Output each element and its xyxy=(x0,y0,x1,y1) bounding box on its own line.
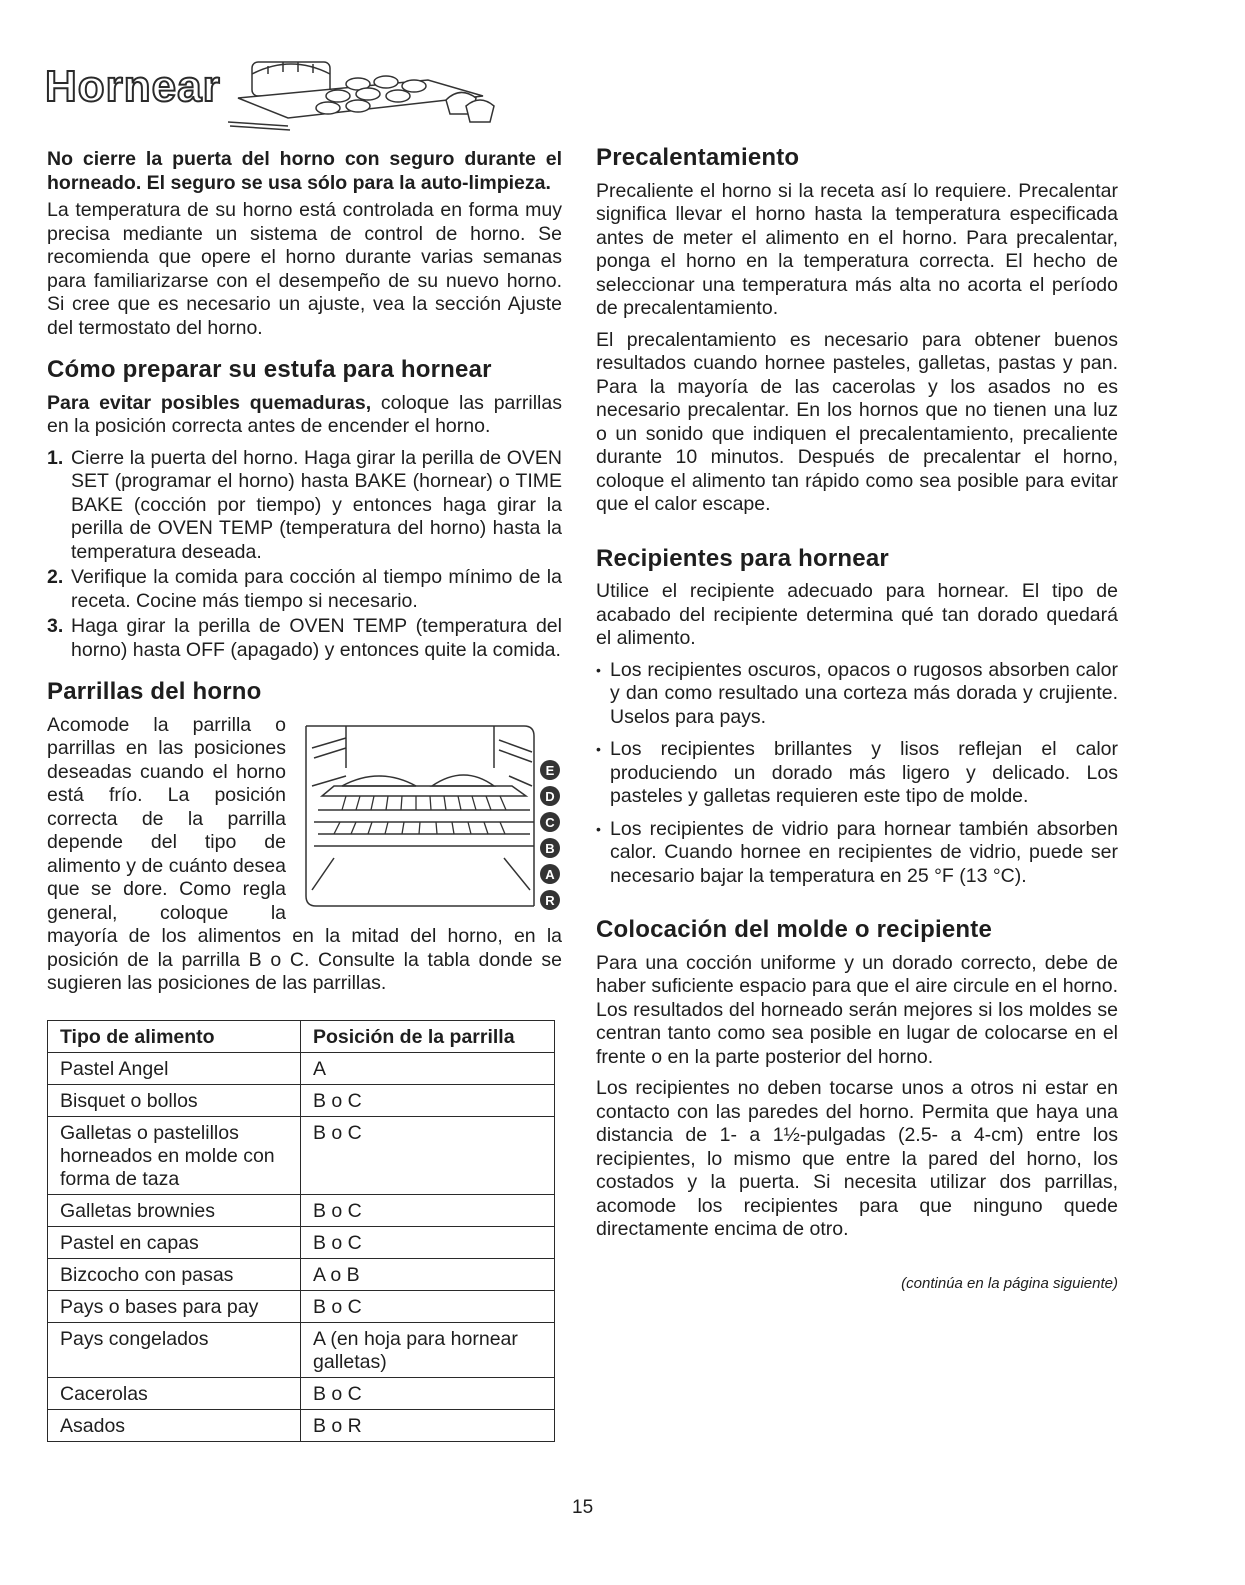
rack-position-cell: B o C xyxy=(301,1084,555,1116)
step-item xyxy=(47,447,562,565)
rack-label-e: E xyxy=(545,762,555,778)
rack-position-cell: B o C xyxy=(301,1116,555,1194)
pans-bullet-list xyxy=(596,659,1118,889)
bullet-text: Los recipientes brillantes y lisos reflejan el calor produciendo un dorado más ligero y delicado. Los pasteles y galletas requieren este tipo de molde. xyxy=(610,738,1118,807)
page-number: 15 xyxy=(572,1497,594,1518)
table-header-row xyxy=(48,1020,555,1052)
oven-rack-diagram xyxy=(294,718,562,914)
bullet-text: Los recipientes oscuros, opacos o rugosos absorben calor y dan como resultado una corteza más dorada y crujiente. Uselos para pays. xyxy=(610,658,1118,728)
rack-label-r: R xyxy=(545,892,555,908)
column-header-rack-position: Posición de la parrilla xyxy=(301,1020,555,1052)
table-row xyxy=(48,1084,555,1116)
bullet-text: Los recipientes de vidrio para hornear también absorben calor. Cuando hornee en recipientes de vidrio, puede ser necesario bajar la temperatura en 25 °F (13 °C). xyxy=(610,817,1118,887)
rack-position-cell: B o C xyxy=(301,1377,555,1409)
racks-heading: Parrillas del horno xyxy=(47,678,262,705)
step-item xyxy=(47,615,562,662)
food-type-cell: Cacerolas xyxy=(48,1377,301,1409)
racks-section xyxy=(47,714,562,1004)
rack-position-table xyxy=(47,1020,555,1442)
bullet-icon: • xyxy=(596,661,601,678)
list-item xyxy=(596,738,1118,809)
placement-paragraph-2: Los recipientes no deben tocarse unos a otros ni estar en contacto con las paredes del horno. Permita que haya una distancia de 1- a 1½-pulgadas (2.5- a 4-cm) entre los recipientes, lo mismo que entre la pared del horno, los costados y la puerta. Si necesita utilizar dos parrillas, acomode los recipientes para que ninguno quede directamente encima de otro. xyxy=(596,1077,1118,1240)
food-type-cell: Asados xyxy=(48,1409,301,1441)
food-type-cell: Pays o bases para pay xyxy=(48,1290,301,1322)
rack-position-cell: B o C xyxy=(301,1226,555,1258)
left-column xyxy=(47,148,562,1442)
prepare-heading: Cómo preparar su estufa para hornear xyxy=(47,356,492,383)
food-type-cell: Galletas o pastelillos horneados en molde con forma de taza xyxy=(48,1116,301,1194)
burn-warning-text: coloque las parrillas en la posición correcta antes de encender el horno. xyxy=(47,391,562,437)
food-type-cell: Bisquet o bollos xyxy=(48,1084,301,1116)
rack-label-b: B xyxy=(545,840,555,856)
self-clean-warning: No cierre la puerta del horno con seguro durante el horneado. El seguro se usa sólo para la auto-limpieza. xyxy=(47,148,562,194)
list-item xyxy=(596,659,1118,730)
burn-warning-bold: Para evitar posibles quemaduras, xyxy=(47,391,372,414)
food-type-cell: Bizcocho con pasas xyxy=(48,1258,301,1290)
food-type-cell: Pastel Angel xyxy=(48,1052,301,1084)
table-row xyxy=(48,1409,555,1441)
placement-paragraph-1: Para una cocción uniforme y un dorado correcto, debe de haber suficiente espacio para que el aire circule en el horno. Los resultados del horneado serán mejores si los moldes se centran tanto como sea posible en lugar de colocarse en el frente o en la parte posterior del horno. xyxy=(596,951,1118,1068)
rack-label-a: A xyxy=(545,866,555,882)
food-type-cell: Pastel en capas xyxy=(48,1226,301,1258)
table-row xyxy=(48,1052,555,1084)
food-type-cell: Galletas brownies xyxy=(48,1194,301,1226)
racks-paragraph: Acomode la parrilla o parrillas en las posiciones deseadas cuando el horno está frío. La posición correcta de la parrilla depende del tipo de alimento y de cuánto desea que se dore. Como regla general, coloque la mayoría de los alimentos en la mitad del horno, en la posición de la parrilla B o C. Consulte la tabla donde se sugieren las posiciones de las parrillas. xyxy=(47,713,562,994)
table-row xyxy=(48,1116,555,1194)
food-type-cell: Pays congelados xyxy=(48,1322,301,1377)
bakeware-illustration xyxy=(228,52,508,132)
step-number: 3. xyxy=(47,615,64,637)
rack-label-d: D xyxy=(545,788,555,804)
table-row xyxy=(48,1290,555,1322)
column-header-food-type: Tipo de alimento xyxy=(48,1020,301,1052)
continued-note: (continúa en la página siguiente) xyxy=(901,1274,1118,1292)
pans-heading: Recipientes para hornear xyxy=(596,544,889,572)
step-text: Cierre la puerta del horno. Haga girar la perilla de OVEN SET (programar el horno) hasta BAKE (hornear) o TIME BAKE (cocción por tiempo) y entonces haga girar la perilla de OVEN TEMP (temperatura del horno) hasta la temperatura deseada. xyxy=(71,446,562,563)
rack-position-cell: B o C xyxy=(301,1290,555,1322)
rack-position-cell: B o R xyxy=(301,1409,555,1441)
table-row xyxy=(48,1322,555,1377)
bullet-icon: • xyxy=(596,820,601,837)
preheat-paragraph-1: Precaliente el horno si la receta así lo requiere. Precalentar significa llevar el horno hasta la temperatura especificada antes de meter el alimento en el horno. Para precalentar, ponga el horno en la temperatura correcta. El hecho de seleccionar una temperatura más alta no acorta el período de precalentamiento. xyxy=(596,179,1118,319)
rack-position-cell: B o C xyxy=(301,1194,555,1226)
rack-position-cell: A xyxy=(301,1052,555,1084)
rack-position-cell: A o B xyxy=(301,1258,555,1290)
rack-position-cell: A (en hoja para hornear galletas) xyxy=(301,1322,555,1377)
preheat-heading: Precalentamiento xyxy=(596,144,800,171)
page-title: Hornear xyxy=(45,62,221,111)
preheat-paragraph-2: El precalentamiento es necesario para obtener buenos resultados cuando hornee pasteles, galletas, pastas y pan. Para la mayoría de las cacerolas y los asados no es necesario precalentar. En los hornos que no tienen una luz o un sonido que indiquen el precalentamiento, precaliente durante 10 minutos. Después de precalentar el horno, coloque el alimento tan rápido como sea posible para evitar que el calor escape. xyxy=(596,328,1118,515)
step-item xyxy=(47,566,562,613)
step-number: 1. xyxy=(47,446,64,469)
prepare-steps xyxy=(47,447,562,663)
list-item xyxy=(596,818,1118,889)
table-row xyxy=(48,1377,555,1409)
bullet-icon: • xyxy=(596,741,601,757)
rack-label-c: C xyxy=(545,814,555,830)
burn-warning-paragraph xyxy=(47,392,562,439)
intro-paragraph: La temperatura de su horno está controlada en forma muy precisa mediante un sistema de control de horno. Se recomienda que opere el horno durante varias semanas para familiarizarse con el desempeño de su nuevo horno. Si cree que es necesario un ajuste, vea la sección Ajuste del termostato del horno. xyxy=(47,199,562,339)
table-row xyxy=(48,1226,555,1258)
step-number: 2. xyxy=(47,566,64,588)
step-text: Verifique la comida para cocción al tiempo mínimo de la receta. Cocine más tiempo si necesario. xyxy=(71,566,562,612)
table-row xyxy=(48,1194,555,1226)
right-column xyxy=(596,146,1118,1295)
placement-heading: Colocación del molde o recipiente xyxy=(596,916,993,943)
step-text: Haga girar la perilla de OVEN TEMP (temperatura del horno) hasta OFF (apagado) y entonces quite la comida. xyxy=(71,615,562,661)
table-row xyxy=(48,1258,555,1290)
pans-intro: Utilice el recipiente adecuado para hornear. El tipo de acabado del recipiente determina qué tan dorado quedará el alimento. xyxy=(596,580,1118,649)
